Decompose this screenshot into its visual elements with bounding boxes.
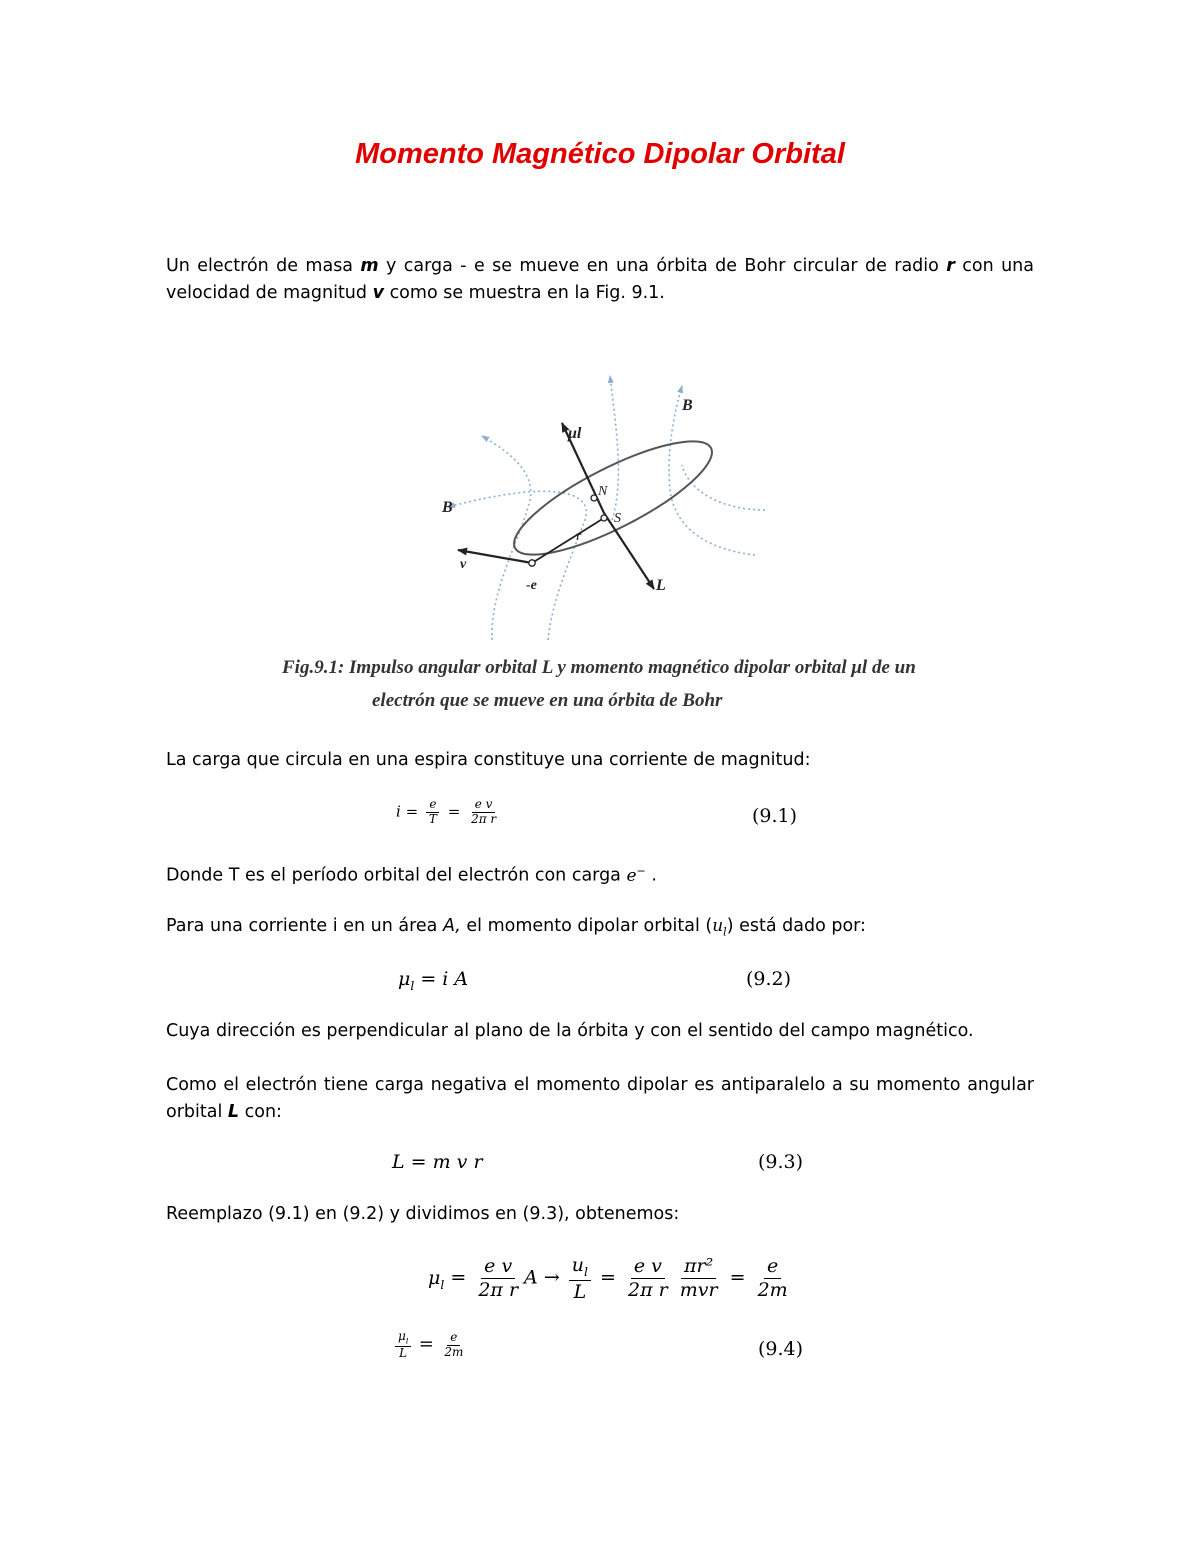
- equation-9-1: [396, 798, 502, 827]
- intro-text-2: y carga - e se mueve en una órbita de Bohr circular de radio: [378, 256, 947, 276]
- e-label: -e: [526, 578, 537, 593]
- N-label: N: [598, 484, 608, 499]
- page-title: Momento Magnético Dipolar Orbital: [355, 138, 845, 170]
- eq1-frac-2: $\frac{\text{e v}}{\text{2π r}}$: [471, 797, 497, 826]
- field-line-5: [682, 465, 765, 510]
- period-text: Donde T es el período orbital del electrón con carga: [166, 865, 627, 886]
- area-symbol-A: A,: [442, 916, 461, 936]
- field-line-1: [482, 436, 531, 640]
- equation-number-9-4: (9.4): [758, 1338, 804, 1360]
- field-line-2: [448, 491, 586, 640]
- B-left-label: B: [442, 499, 453, 516]
- paragraph-area: [166, 916, 866, 938]
- equation-9-3: L = m v r: [392, 1151, 483, 1173]
- intro-paragraph: [166, 253, 1034, 307]
- deriv-frac-2: $\frac{u_l}{L}$: [569, 1254, 591, 1303]
- pole-N-point: [591, 495, 597, 501]
- intro-text-3: con una velocidad de magnitud: [166, 256, 1034, 303]
- area-text-3: ) está dado por:: [726, 916, 866, 936]
- equation-number-9-1: (9.1): [752, 805, 798, 827]
- eq4-equals: =: [418, 1333, 434, 1355]
- deriv-A: A: [524, 1266, 538, 1289]
- deriv-equals-2: =: [600, 1266, 616, 1289]
- equation-derivation: [428, 1254, 794, 1303]
- symbol-v: v: [372, 283, 384, 303]
- eq4-frac-left: $\frac{\mu_l}{L}$: [395, 1330, 411, 1361]
- figure-caption-line1: Fig.9.1: Impulso angular orbital L y momento magnético dipolar orbital μl de un: [282, 657, 916, 678]
- v-label: v: [460, 557, 467, 572]
- symbol-r: r: [946, 256, 955, 276]
- B-top-label: B: [682, 397, 693, 414]
- S-label: S: [614, 511, 621, 526]
- figure-caption-line2: electrón que se mueve en una órbita de Bohr: [372, 690, 723, 711]
- deriv-equals-1: =: [450, 1266, 467, 1289]
- paragraph-antiparallel: [166, 1072, 1034, 1126]
- paragraph-direction: Cuya dirección es perpendicular al plano de la órbita y con el sentido del campo magnético.: [166, 1021, 974, 1041]
- electron-point: [529, 560, 535, 566]
- field-line-3: [610, 376, 618, 520]
- antiparallel-text-2: con:: [239, 1102, 282, 1122]
- eq1-frac-1: $\frac{e}{T}$: [426, 798, 440, 827]
- paragraph-current: La carga que circula en una espira constituye una corriente de magnitud:: [166, 750, 811, 770]
- paragraph-period: [166, 864, 657, 886]
- equation-number-9-2: (9.2): [746, 968, 792, 990]
- area-text-2: el momento dipolar orbital (: [460, 916, 713, 936]
- symbol-m: m: [360, 256, 379, 276]
- equation-9-4: [392, 1330, 469, 1361]
- antiparallel-text-1: Como el electrón tiene carga negativa el momento dipolar es antiparalelo a su momento angular orbital: [166, 1075, 1034, 1122]
- orbit-ellipse: [501, 421, 724, 574]
- deriv-frac-1: $\frac{\text{e v}}{\text{2π r}}$: [478, 1255, 519, 1302]
- pole-S-point: [601, 515, 607, 521]
- eq1-lhs: i =: [396, 802, 419, 821]
- deriv-frac-3: $\frac{\text{e v}}{\text{2π r}}$: [628, 1255, 668, 1302]
- equation-9-2: $\mu_l = i$ A: [398, 968, 469, 993]
- L-label: L: [656, 577, 666, 594]
- deriv-frac-5: $\frac{e}{2m}$: [757, 1255, 788, 1302]
- period-end: .: [645, 865, 657, 886]
- deriv-equals-3: =: [729, 1266, 746, 1289]
- mu-label: μl: [568, 425, 582, 442]
- paragraph-replace: Reemplazo (9.1) en (9.2) y dividimos en (9.3), obtenemos:: [166, 1204, 680, 1224]
- area-text-1: Para una corriente i en un área: [166, 916, 443, 936]
- eq1-equals: =: [447, 802, 461, 821]
- r-label: r: [576, 529, 582, 544]
- eq4-frac-right: $\frac{e}{2m}$: [444, 1330, 464, 1360]
- intro-text-4: como se muestra en la Fig. 9.1.: [384, 283, 665, 303]
- symbol-L: L: [227, 1102, 240, 1122]
- equation-number-9-3: (9.3): [758, 1151, 804, 1173]
- deriv-frac-4: $\frac{\text{πr²}}{\text{mvr}}$: [679, 1255, 718, 1302]
- intro-text-1: Un electrón de masa: [166, 256, 361, 276]
- area-symbol-u: $u_l$: [712, 916, 727, 939]
- electron-charge-symbol: e−: [626, 864, 646, 886]
- deriv-arrow: →: [543, 1266, 560, 1289]
- deriv-mu: $\mu_l$: [428, 1266, 445, 1292]
- bohr-orbit-figure: [420, 370, 780, 650]
